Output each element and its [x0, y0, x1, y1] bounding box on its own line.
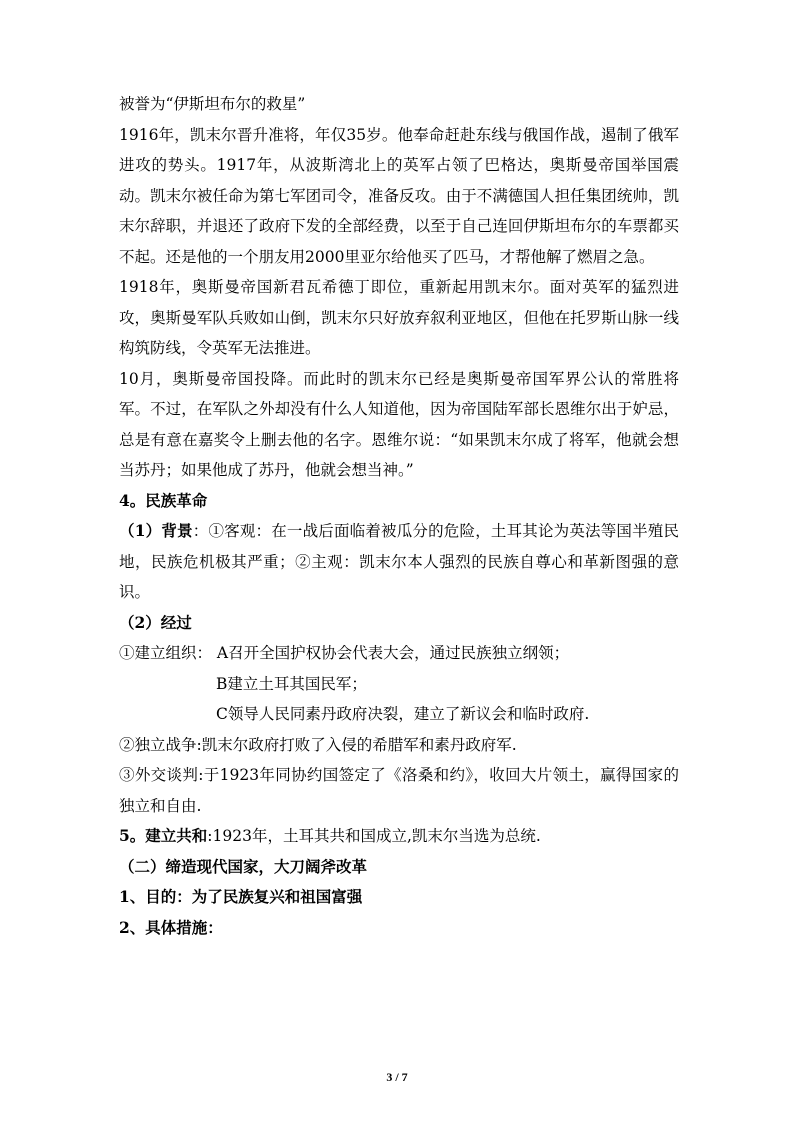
background-label: （1）背景: [119, 521, 193, 540]
measures-heading: 2、具体措施：: [119, 917, 223, 937]
organization-item-a: ①建立组织： A召开全国护权协会代表大会，通过民族独立纲领；: [119, 644, 570, 662]
process-heading: （2）经过: [119, 612, 192, 632]
paragraph-2: 1916年，凯末尔晋升准将，年仅35岁。他奉命赶赴东线与俄国作战，遏制了俄军进攻的势头。1917年，从波斯湾北上的英军占领了巴格达，奥斯曼帝国举国震动。凯末尔被任命为第七军团司令，准备反攻。由于不满德国人担任集团统帅，凯末尔辞职，并退还了政府下发的全部经费，以至于自己连回伊斯坦布尔的车票都买不起。还是他的一个朋友用2000里亚尔给他买了匹马，才帮他解了燃眉之急。: [119, 125, 679, 266]
diplomatic-negotiation: ③外交谈判:于1923年同协约国签定了《洛桑和约》，收回大片领土，赢得国家的独立和自由.: [119, 766, 679, 815]
background-paragraph: [119, 516, 679, 608]
organization-item-b: B建立土耳其国民军；: [216, 674, 367, 693]
republic-label: 5。建立共和: [119, 826, 208, 845]
republic-text: :1923年，土耳其共和国成立,凯末尔当选为总统.: [207, 827, 541, 845]
organization-item-c: C领导人民同素丹政府决裂，建立了新议会和临时政府.: [216, 705, 590, 723]
independence-war: ②独立战争:凯末尔政府打败了入侵的希腊军和素丹政府军.: [119, 735, 517, 754]
page-number: 3 / 7: [386, 1070, 408, 1084]
paragraph-4: 10月，奥斯曼帝国投降。而此时的凯末尔已经是奥斯曼帝国军界公认的常胜将军。不过，在军队之外却没有什么人知道他，因为帝国陆军部长恩维尔出于妒忌，总是有意在嘉奖令上删去他的名字。恩维尔说：“如果凯末尔成了将军，他就会想当苏丹；如果他成了苏丹，他就会想当神。”: [119, 369, 679, 479]
background-text: ：①客观：在一战后面临着被瓜分的危险，土耳其论为英法等国半殖民地，民族危机极其严重；②主观：凯末尔本人强烈的民族自尊心和革新图强的意识。: [119, 522, 679, 601]
paragraph-3: 1918年，奥斯曼帝国新君瓦希德丁即位，重新起用凯末尔。面对英军的猛烈进攻，奥斯曼军队兵败如山倒，凯末尔只好放弃叙利亚地区，但他在托罗斯山脉一线构筑防线，令英军无法推进。: [119, 278, 679, 357]
republic-paragraph: [119, 821, 679, 852]
paragraph-1: 被誉为“伊斯坦布尔的救星”: [119, 95, 306, 113]
heading-national-revolution: 4。民族革命: [119, 490, 208, 510]
section-2-heading: （二）缔造现代国家，大刀阔斧改革: [119, 856, 368, 876]
goal-heading: 1、目的：为了民族复兴和祖国富强: [119, 887, 363, 906]
document-body: [119, 89, 679, 943]
